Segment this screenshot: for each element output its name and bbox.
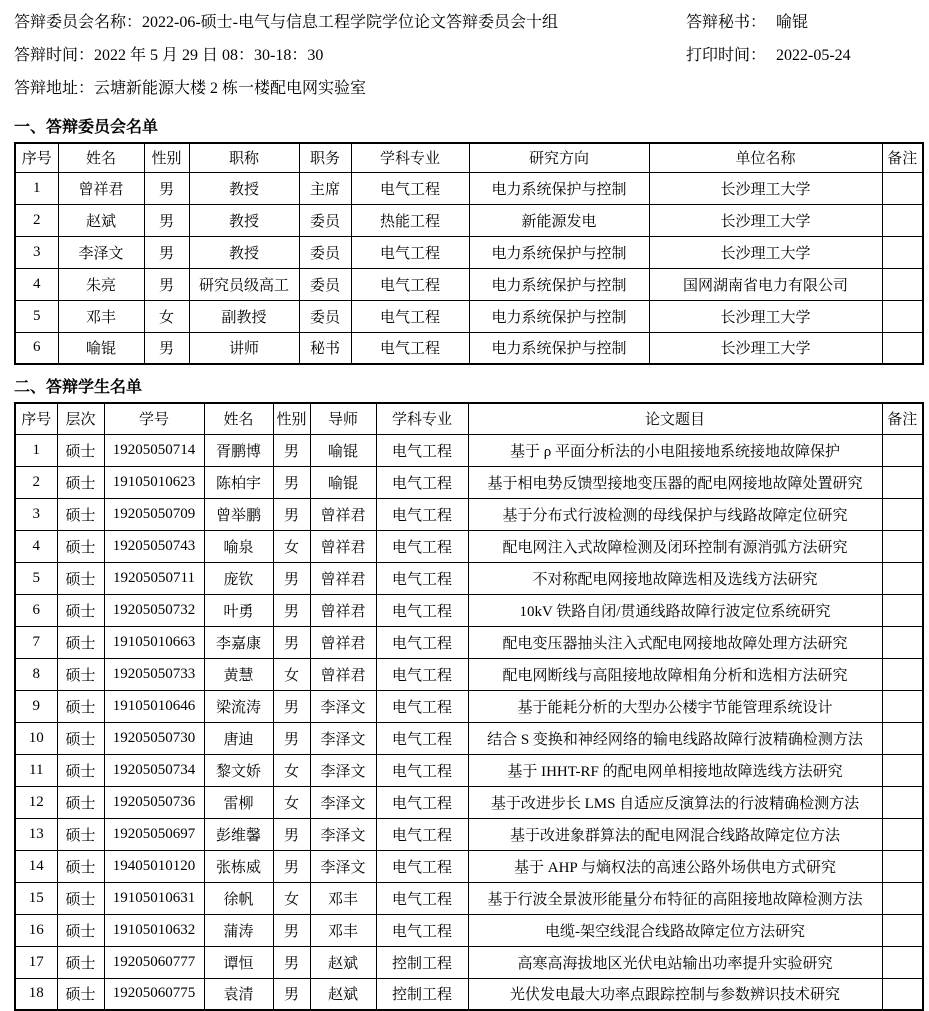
table-cell: 喻锟 [58, 332, 144, 364]
table-cell: 基于分布式行波检测的母线保护与线路故障定位研究 [468, 498, 882, 530]
table-cell: 男 [273, 914, 310, 946]
table-cell: 电气工程 [376, 882, 468, 914]
column-header: 备注 [882, 403, 923, 434]
table-cell: 女 [144, 300, 189, 332]
table-cell: 喻锟 [310, 434, 376, 466]
table-cell: 赵斌 [310, 946, 376, 978]
table-cell: 硕士 [57, 850, 104, 882]
table-cell: 黄慧 [204, 658, 273, 690]
table-row [15, 978, 923, 1010]
table-cell: 17 [15, 946, 57, 978]
table-cell: 15 [15, 882, 57, 914]
table-cell: 硕士 [57, 498, 104, 530]
table-cell: 讲师 [189, 332, 299, 364]
table-cell: 硕士 [57, 978, 104, 1010]
table-cell: 胥鹏博 [204, 434, 273, 466]
column-header: 职务 [299, 143, 351, 172]
table-cell: 谭恒 [204, 946, 273, 978]
table-cell: 男 [273, 850, 310, 882]
table-row [15, 850, 923, 882]
table-cell: 硕士 [57, 562, 104, 594]
table-row [15, 300, 923, 332]
table-row [15, 332, 923, 364]
table-cell: 庞钦 [204, 562, 273, 594]
table-row [15, 466, 923, 498]
table-cell: 硕士 [57, 754, 104, 786]
table-row [15, 268, 923, 300]
table-cell: 男 [144, 172, 189, 204]
print-time-line [686, 39, 926, 72]
table-cell: 电气工程 [376, 594, 468, 626]
column-header: 性别 [144, 143, 189, 172]
table-cell: 曾祥君 [310, 594, 376, 626]
column-header: 姓名 [58, 143, 144, 172]
table-cell: 18 [15, 978, 57, 1010]
committee-table [14, 142, 924, 365]
table-cell: 委员 [299, 204, 351, 236]
table-cell: 男 [273, 818, 310, 850]
table-cell: 基于改进象群算法的配电网混合线路故障定位方法 [468, 818, 882, 850]
table-row [15, 530, 923, 562]
table-cell: 邓丰 [310, 882, 376, 914]
table-cell: 电气工程 [376, 690, 468, 722]
table-cell: 陈柏宇 [204, 466, 273, 498]
table-row [15, 786, 923, 818]
table-cell: 14 [15, 850, 57, 882]
students-header-row [15, 403, 923, 434]
table-cell: 19105010663 [104, 626, 204, 658]
table-cell: 8 [15, 658, 57, 690]
table-cell: 5 [15, 300, 58, 332]
table-cell: 1 [15, 434, 57, 466]
table-cell: 硕士 [57, 530, 104, 562]
table-cell: 李泽文 [310, 754, 376, 786]
table-cell [882, 498, 923, 530]
table-cell: 电气工程 [376, 722, 468, 754]
table-cell: 电力系统保护与控制 [469, 236, 649, 268]
table-cell: 委员 [299, 300, 351, 332]
table-cell: 硕士 [57, 466, 104, 498]
table-cell: 19205050743 [104, 530, 204, 562]
table-cell: 19205050733 [104, 658, 204, 690]
table-cell: 曾祥君 [310, 626, 376, 658]
table-cell: 喻泉 [204, 530, 273, 562]
table-cell: 电力系统保护与控制 [469, 300, 649, 332]
table-cell: 李泽文 [310, 786, 376, 818]
table-cell [882, 300, 923, 332]
secretary-value: 喻锟 [776, 14, 809, 31]
table-cell: 电气工程 [376, 754, 468, 786]
table-cell: 长沙理工大学 [649, 172, 882, 204]
table-cell: 男 [273, 594, 310, 626]
column-header: 备注 [882, 143, 923, 172]
table-cell: 基于相电势反馈型接地变压器的配电网接地故障处置研究 [468, 466, 882, 498]
table-cell: 电气工程 [376, 530, 468, 562]
secretary-label: 答辩秘书： [686, 14, 767, 31]
column-header: 研究方向 [469, 143, 649, 172]
table-cell: 2 [15, 466, 57, 498]
table-cell: 配电变压器抽头注入式配电网接地故障处理方法研究 [468, 626, 882, 658]
table-cell: 电气工程 [376, 850, 468, 882]
table-cell [882, 818, 923, 850]
table-cell: 高寒高海拔地区光伏电站输出功率提升实验研究 [468, 946, 882, 978]
defense-address-line [14, 72, 922, 105]
table-cell [882, 530, 923, 562]
table-cell: 男 [144, 204, 189, 236]
table-cell: 曾祥君 [310, 530, 376, 562]
table-cell: 基于 ρ 平面分析法的小电阻接地系统接地故障保护 [468, 434, 882, 466]
table-cell [882, 786, 923, 818]
table-cell: 男 [144, 268, 189, 300]
table-cell: 赵斌 [58, 204, 144, 236]
table-cell: 10kV 铁路自闭/贯通线路故障行波定位系统研究 [468, 594, 882, 626]
table-cell: 11 [15, 754, 57, 786]
table-cell: 男 [273, 722, 310, 754]
table-cell: 男 [273, 434, 310, 466]
table-row [15, 722, 923, 754]
table-cell: 电气工程 [376, 562, 468, 594]
table-cell: 热能工程 [351, 204, 469, 236]
table-cell: 19205050736 [104, 786, 204, 818]
table-cell: 10 [15, 722, 57, 754]
table-cell: 硕士 [57, 818, 104, 850]
column-header: 学科专业 [376, 403, 468, 434]
table-cell: 电气工程 [376, 498, 468, 530]
print-time-label: 打印时间： [686, 47, 767, 64]
defense-address-label: 答辩地址： [14, 80, 95, 97]
column-header: 职称 [189, 143, 299, 172]
column-header: 姓名 [204, 403, 273, 434]
table-cell: 教授 [189, 236, 299, 268]
table-cell: 新能源发电 [469, 204, 649, 236]
table-cell [882, 754, 923, 786]
table-cell: 电气工程 [376, 434, 468, 466]
column-header: 学科专业 [351, 143, 469, 172]
header-right [686, 6, 926, 72]
table-cell: 教授 [189, 204, 299, 236]
table-cell: 19105010623 [104, 466, 204, 498]
table-cell: 男 [273, 946, 310, 978]
table-cell: 女 [273, 754, 310, 786]
table-cell: 19205050711 [104, 562, 204, 594]
table-cell: 硕士 [57, 434, 104, 466]
column-header: 层次 [57, 403, 104, 434]
table-cell: 男 [273, 626, 310, 658]
table-cell: 硕士 [57, 722, 104, 754]
table-cell: 女 [273, 786, 310, 818]
defense-time-value: 2022 年 5 月 29 日 08：30-18：30 [94, 47, 324, 64]
table-cell: 电气工程 [376, 818, 468, 850]
table-cell: 曾举鹏 [204, 498, 273, 530]
table-row [15, 914, 923, 946]
table-cell: 基于 AHP 与熵权法的高速公路外场供电方式研究 [468, 850, 882, 882]
table-row [15, 434, 923, 466]
table-cell: 配电网断线与高阻接地故障相角分析和选相方法研究 [468, 658, 882, 690]
table-cell: 19105010646 [104, 690, 204, 722]
table-cell: 副教授 [189, 300, 299, 332]
table-cell: 男 [273, 978, 310, 1010]
table-cell [882, 914, 923, 946]
table-row [15, 498, 923, 530]
table-row [15, 204, 923, 236]
column-header: 论文题目 [468, 403, 882, 434]
table-cell: 电气工程 [351, 236, 469, 268]
table-row [15, 882, 923, 914]
table-cell: 7 [15, 626, 57, 658]
table-cell: 电缆-架空线混合线路故障定位方法研究 [468, 914, 882, 946]
table-cell: 男 [273, 562, 310, 594]
print-time-value: 2022-05-24 [776, 47, 851, 64]
table-cell [882, 332, 923, 364]
table-cell: 基于改进步长 LMS 自适应反演算法的行波精确检测方法 [468, 786, 882, 818]
table-cell: 电力系统保护与控制 [469, 172, 649, 204]
table-cell: 男 [273, 466, 310, 498]
column-header: 性别 [273, 403, 310, 434]
table-cell [882, 268, 923, 300]
table-cell: 曾祥君 [310, 498, 376, 530]
table-cell [882, 690, 923, 722]
table-cell: 硕士 [57, 946, 104, 978]
table-cell: 彭维馨 [204, 818, 273, 850]
table-cell: 电气工程 [376, 626, 468, 658]
table-cell: 曾祥君 [310, 658, 376, 690]
table-cell: 徐帆 [204, 882, 273, 914]
table-cell [882, 850, 923, 882]
table-row [15, 754, 923, 786]
table-cell: 长沙理工大学 [649, 300, 882, 332]
table-cell: 硕士 [57, 914, 104, 946]
table-cell: 电气工程 [376, 914, 468, 946]
table-cell: 梁流涛 [204, 690, 273, 722]
table-cell: 袁清 [204, 978, 273, 1010]
table-cell [882, 236, 923, 268]
committee-name-value: 2022-06-硕士-电气与信息工程学院学位论文答辩委员会十组 [142, 14, 559, 31]
table-cell: 硕士 [57, 626, 104, 658]
table-cell: 4 [15, 530, 57, 562]
table-cell: 控制工程 [376, 978, 468, 1010]
table-row [15, 658, 923, 690]
defense-time-label: 答辩时间： [14, 47, 95, 64]
table-cell: 张栋威 [204, 850, 273, 882]
table-cell: 12 [15, 786, 57, 818]
table-cell: 电气工程 [376, 658, 468, 690]
table-cell [882, 722, 923, 754]
committee-name-label: 答辩委员会名称： [14, 14, 143, 31]
table-cell [882, 562, 923, 594]
section-title-students: 二、答辩学生名单 [14, 379, 143, 396]
table-cell: 电力系统保护与控制 [469, 268, 649, 300]
table-cell: 基于行波全景波形能量分布特征的高阻接地故障检测方法 [468, 882, 882, 914]
table-cell: 研究员级高工 [189, 268, 299, 300]
table-row [15, 946, 923, 978]
column-header: 导师 [310, 403, 376, 434]
table-cell: 3 [15, 236, 58, 268]
table-cell: 19205050697 [104, 818, 204, 850]
table-cell: 16 [15, 914, 57, 946]
table-cell: 19205050714 [104, 434, 204, 466]
table-cell: 配电网注入式故障检测及闭环控制有源消弧方法研究 [468, 530, 882, 562]
table-cell: 长沙理工大学 [649, 332, 882, 364]
table-cell [882, 978, 923, 1010]
table-cell: 朱亮 [58, 268, 144, 300]
section-title-committee: 一、答辩委员会名单 [14, 119, 159, 136]
table-cell: 基于 IHHT-RF 的配电网单相接地故障选线方法研究 [468, 754, 882, 786]
table-cell: 19205050732 [104, 594, 204, 626]
table-cell: 教授 [189, 172, 299, 204]
table-cell: 3 [15, 498, 57, 530]
table-cell: 硕士 [57, 786, 104, 818]
table-cell: 9 [15, 690, 57, 722]
table-cell: 主席 [299, 172, 351, 204]
table-cell: 电力系统保护与控制 [469, 332, 649, 364]
table-cell: 不对称配电网接地故障选相及选线方法研究 [468, 562, 882, 594]
table-cell: 叶勇 [204, 594, 273, 626]
table-cell [882, 626, 923, 658]
table-cell: 硕士 [57, 594, 104, 626]
table-cell: 李泽文 [58, 236, 144, 268]
table-cell: 李泽文 [310, 722, 376, 754]
column-header: 序号 [15, 403, 57, 434]
column-header: 学号 [104, 403, 204, 434]
secretary-line [686, 6, 926, 39]
table-cell: 曾祥君 [58, 172, 144, 204]
table-cell [882, 204, 923, 236]
table-cell: 4 [15, 268, 58, 300]
table-cell: 1 [15, 172, 58, 204]
column-header: 序号 [15, 143, 58, 172]
table-row [15, 594, 923, 626]
table-cell: 赵斌 [310, 978, 376, 1010]
table-cell: 女 [273, 882, 310, 914]
table-cell: 男 [144, 332, 189, 364]
table-cell [882, 466, 923, 498]
table-cell: 长沙理工大学 [649, 204, 882, 236]
table-cell: 委员 [299, 268, 351, 300]
table-row [15, 172, 923, 204]
table-cell: 2 [15, 204, 58, 236]
table-cell: 李泽文 [310, 850, 376, 882]
table-cell: 男 [144, 236, 189, 268]
table-row [15, 626, 923, 658]
table-cell: 李嘉康 [204, 626, 273, 658]
table-cell [882, 434, 923, 466]
committee-header-row [15, 143, 923, 172]
table-cell: 5 [15, 562, 57, 594]
table-cell: 委员 [299, 236, 351, 268]
table-cell: 女 [273, 658, 310, 690]
defense-address-value: 云塘新能源大楼 2 栋一楼配电网实验室 [94, 80, 367, 97]
table-cell [882, 594, 923, 626]
table-cell: 结合 S 变换和神经网络的输电线路故障行波精确检测方法 [468, 722, 882, 754]
table-row [15, 236, 923, 268]
table-cell: 秘书 [299, 332, 351, 364]
table-cell: 6 [15, 594, 57, 626]
table-cell: 控制工程 [376, 946, 468, 978]
table-cell: 基于能耗分析的大型办公楼宇节能管理系统设计 [468, 690, 882, 722]
table-cell: 邓丰 [58, 300, 144, 332]
table-cell: 硕士 [57, 658, 104, 690]
table-cell: 6 [15, 332, 58, 364]
table-cell: 19205060775 [104, 978, 204, 1010]
table-cell: 电气工程 [351, 172, 469, 204]
document-header [14, 6, 922, 105]
table-cell: 喻锟 [310, 466, 376, 498]
table-cell: 李泽文 [310, 690, 376, 722]
table-cell: 国网湖南省电力有限公司 [649, 268, 882, 300]
table-cell: 19205050709 [104, 498, 204, 530]
table-cell [882, 882, 923, 914]
table-cell [882, 946, 923, 978]
table-cell [882, 172, 923, 204]
table-cell: 硕士 [57, 882, 104, 914]
table-cell: 19205060777 [104, 946, 204, 978]
table-cell: 电气工程 [351, 332, 469, 364]
table-cell [882, 658, 923, 690]
table-cell: 蒲涛 [204, 914, 273, 946]
table-cell: 男 [273, 690, 310, 722]
table-cell: 李泽文 [310, 818, 376, 850]
table-cell: 19405010120 [104, 850, 204, 882]
table-cell: 曾祥君 [310, 562, 376, 594]
table-row [15, 818, 923, 850]
table-cell: 19105010631 [104, 882, 204, 914]
column-header: 单位名称 [649, 143, 882, 172]
table-row [15, 690, 923, 722]
table-cell: 13 [15, 818, 57, 850]
table-row [15, 562, 923, 594]
table-cell: 19105010632 [104, 914, 204, 946]
table-cell: 硕士 [57, 690, 104, 722]
table-cell: 黎文娇 [204, 754, 273, 786]
table-cell: 电气工程 [376, 786, 468, 818]
table-cell: 邓丰 [310, 914, 376, 946]
table-cell: 女 [273, 530, 310, 562]
table-cell: 19205050734 [104, 754, 204, 786]
students-table [14, 402, 924, 1011]
table-cell: 19205050730 [104, 722, 204, 754]
table-cell: 光伏发电最大功率点跟踪控制与参数辨识技术研究 [468, 978, 882, 1010]
table-cell: 雷柳 [204, 786, 273, 818]
table-cell: 唐迪 [204, 722, 273, 754]
table-cell: 电气工程 [351, 300, 469, 332]
table-cell: 电气工程 [376, 466, 468, 498]
table-cell: 长沙理工大学 [649, 236, 882, 268]
table-cell: 电气工程 [351, 268, 469, 300]
table-cell: 男 [273, 498, 310, 530]
